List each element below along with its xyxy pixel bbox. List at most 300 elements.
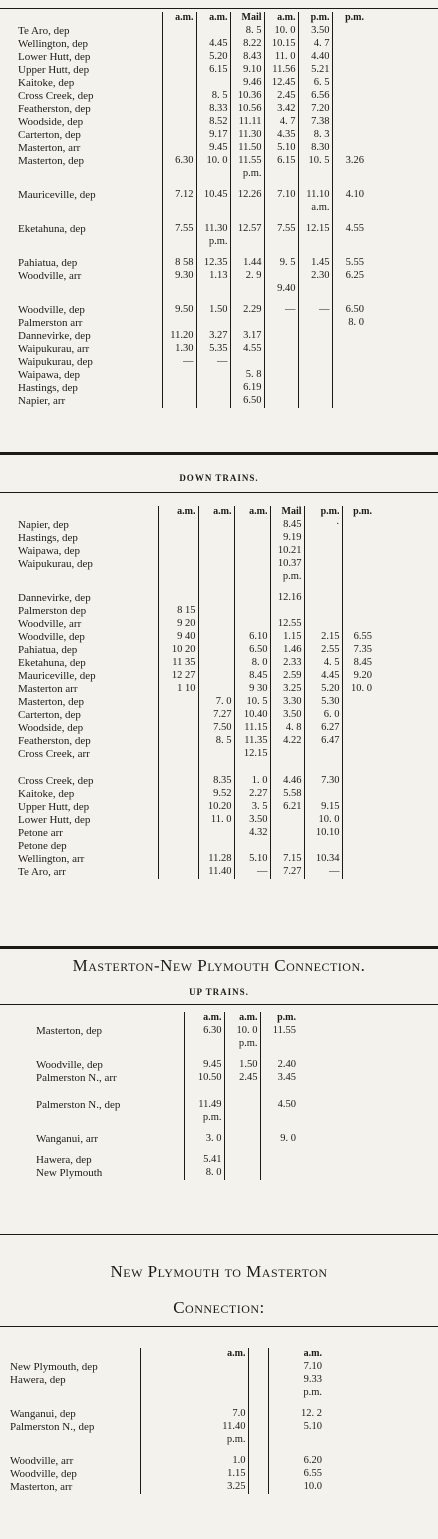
table-row (18, 343, 366, 356)
time-cell: 10.15 (264, 38, 298, 51)
spacer-cell (270, 761, 304, 775)
time-cell (162, 369, 196, 382)
time-cell: 4. 7 (264, 116, 298, 129)
time-cell: 10 20 (158, 644, 198, 657)
time-cell (264, 369, 298, 382)
time-cell: 8.45 (342, 657, 374, 670)
table-row (18, 64, 366, 77)
time-cell (224, 1154, 260, 1167)
time-cell (270, 814, 304, 827)
station-header (36, 1012, 184, 1025)
table-row (36, 1133, 298, 1146)
spacer-row (10, 1400, 324, 1408)
time-cell (162, 116, 196, 129)
time-cell (234, 592, 270, 605)
station-name: Woodside, dep (18, 722, 84, 734)
station-name: Pahiatua, dep (18, 257, 78, 269)
time-cell (342, 840, 374, 853)
time-cell: 7.27 (198, 709, 234, 722)
time-cell: 6.55 (342, 631, 374, 644)
time-cell: 6.19 (230, 382, 264, 395)
spacer-cell (298, 296, 332, 304)
time-cell (158, 571, 198, 584)
spacer-cell (260, 1146, 298, 1154)
spacer-cell (36, 1051, 184, 1059)
table-row (18, 519, 374, 532)
time-cell: 10.45 (196, 189, 230, 202)
station-name: New Plymouth (36, 1167, 103, 1179)
time-cell: 4. 8 (270, 722, 304, 735)
time-cell: 11. 0 (264, 51, 298, 64)
time-cell (158, 866, 198, 879)
station-name: Woodville, arr (10, 1455, 74, 1467)
time-cell (332, 116, 366, 129)
time-cell (332, 103, 366, 116)
spacer-cell (342, 761, 374, 775)
time-cell: 12.15 (298, 223, 332, 236)
time-cell: 9.52 (198, 788, 234, 801)
time-cell (248, 1408, 268, 1421)
time-cell (342, 814, 374, 827)
time-cell: 6.30 (162, 155, 196, 168)
time-cell: 11.30 (196, 223, 230, 236)
station-name (18, 168, 162, 181)
station-name: Pahiatua, dep (18, 644, 78, 656)
time-cell: 5.10 (268, 1421, 324, 1434)
table-row (36, 1059, 298, 1072)
time-cell (248, 1481, 268, 1494)
time-cell (162, 202, 196, 215)
time-cell: 12.57 (230, 223, 264, 236)
station-header (18, 12, 162, 25)
time-cell: 9.50 (162, 304, 196, 317)
time-cell: 10.56 (230, 103, 264, 116)
time-cell: 4.45 (196, 38, 230, 51)
table-row (18, 670, 374, 683)
time-cell: 7.20 (298, 103, 332, 116)
table-row (10, 1408, 324, 1421)
time-cell (304, 605, 342, 618)
time-cell (298, 343, 332, 356)
time-cell (342, 605, 374, 618)
time-cell (184, 1038, 224, 1051)
spacer-cell (260, 1085, 298, 1099)
station-name: Carterton, dep (18, 129, 81, 141)
time-cell: 10.37 (270, 558, 304, 571)
station-name: Woodville, dep (36, 1059, 103, 1071)
station-name: Upper Hutt, dep (18, 64, 90, 76)
time-cell: 2.29 (230, 304, 264, 317)
table-row (18, 657, 374, 670)
station-name: Waipawa, dep (18, 545, 81, 557)
time-cell: 1.44 (230, 257, 264, 270)
station-name: Upper Hutt, dep (18, 801, 90, 813)
time-cell (264, 202, 298, 215)
time-cell (158, 840, 198, 853)
time-cell: 9.40 (264, 283, 298, 296)
time-cell: 1.50 (196, 304, 230, 317)
time-cell (224, 1112, 260, 1125)
time-cell (298, 369, 332, 382)
time-cell (298, 395, 332, 408)
time-cell (162, 38, 196, 51)
table-row (10, 1387, 324, 1400)
time-cell (260, 1038, 298, 1051)
table-row (18, 202, 366, 215)
time-cell (332, 77, 366, 90)
time-cell (332, 142, 366, 155)
time-cell: 8. 5 (230, 25, 264, 38)
time-cell (158, 558, 198, 571)
time-cell (158, 722, 198, 735)
time-cell (342, 571, 374, 584)
time-cell: 12 27 (158, 670, 198, 683)
time-cell (196, 395, 230, 408)
time-cell (304, 748, 342, 761)
time-cell: 7.30 (304, 775, 342, 788)
spacer-cell (10, 1447, 140, 1455)
time-cell (158, 801, 198, 814)
table-row (18, 735, 374, 748)
table-row (36, 1038, 298, 1051)
time-cell: 10. 0 (224, 1025, 260, 1038)
spacer-cell (36, 1146, 184, 1154)
spacer-cell (10, 1400, 140, 1408)
station-name (36, 1112, 184, 1125)
table-row (10, 1361, 324, 1374)
time-cell: 10.36 (230, 90, 264, 103)
station-name: Mauriceville, dep (18, 670, 96, 682)
time-cell: 1 10 (158, 683, 198, 696)
spacer-cell (18, 215, 162, 223)
time-cell (162, 77, 196, 90)
time-cell: 11.56 (264, 64, 298, 77)
table-row (10, 1374, 324, 1387)
spacer-cell (196, 249, 230, 257)
time-cell (230, 356, 264, 369)
time-cell (332, 356, 366, 369)
time-cell (270, 605, 304, 618)
time-cell: p.m. (196, 236, 230, 249)
spacer-cell (140, 1447, 248, 1455)
time-cell: 12.45 (264, 77, 298, 90)
time-cell (198, 618, 234, 631)
spacer-cell (162, 215, 196, 223)
time-cell (264, 356, 298, 369)
station-name: Carterton, dep (18, 709, 81, 721)
station-name: Petone dep (18, 840, 67, 852)
time-cell: 6.10 (234, 631, 270, 644)
station-name (36, 1038, 184, 1051)
table-row (18, 223, 366, 236)
station-name: Wanganui, arr (36, 1133, 99, 1145)
time-cell (198, 532, 234, 545)
column-header: a.m. (234, 506, 270, 519)
spacer-cell (184, 1146, 224, 1154)
station-name: Palmerston N., arr (36, 1072, 117, 1084)
time-cell (342, 801, 374, 814)
time-cell: 6.56 (298, 90, 332, 103)
time-cell: 2.55 (304, 644, 342, 657)
spacer-row (18, 296, 366, 304)
time-cell (158, 592, 198, 605)
time-cell: 4. 7 (298, 38, 332, 51)
spacer-cell (234, 584, 270, 592)
time-cell: 3. 5 (234, 801, 270, 814)
time-cell: 8.33 (196, 103, 230, 116)
time-cell: 5.58 (270, 788, 304, 801)
time-cell (198, 644, 234, 657)
spacer-row (36, 1146, 298, 1154)
time-cell (196, 283, 230, 296)
time-cell: 8 58 (162, 257, 196, 270)
time-cell: p.m. (224, 1038, 260, 1051)
station-name: Mauriceville, dep (18, 189, 96, 201)
station-name: Masterton, dep (36, 1025, 102, 1037)
spacer-cell (158, 584, 198, 592)
station-name: Wellington, dep (18, 38, 88, 50)
time-cell: 1. 0 (234, 775, 270, 788)
time-cell (332, 168, 366, 181)
time-cell: 11.55 (260, 1025, 298, 1038)
time-cell: 9.20 (342, 670, 374, 683)
time-cell (298, 382, 332, 395)
time-cell (198, 840, 234, 853)
time-cell: 7.50 (198, 722, 234, 735)
time-cell (234, 558, 270, 571)
spacer-cell (342, 584, 374, 592)
spacer-cell (260, 1125, 298, 1133)
station-name: Hawera, dep (10, 1374, 66, 1386)
masterton-new-plymouth-table (36, 1012, 298, 1180)
time-cell (162, 317, 196, 330)
table-row (18, 605, 374, 618)
table-row (10, 1421, 324, 1434)
table-row (18, 814, 374, 827)
time-cell (234, 545, 270, 558)
down-trains-body (18, 519, 374, 879)
station-name: Palmerston dep (18, 605, 87, 617)
table-row (18, 866, 374, 879)
time-cell: 3.50 (270, 709, 304, 722)
time-cell (332, 343, 366, 356)
npm-body (10, 1361, 324, 1494)
table-row (18, 558, 374, 571)
time-cell (332, 38, 366, 51)
spacer-cell (230, 296, 264, 304)
column-header (248, 1348, 268, 1361)
station-name: Woodville, arr (18, 270, 82, 282)
time-cell (260, 1154, 298, 1167)
table-row (18, 853, 374, 866)
table-row (18, 270, 366, 283)
time-cell (298, 330, 332, 343)
station-name (10, 1387, 140, 1400)
time-cell (224, 1133, 260, 1146)
time-cell (270, 827, 304, 840)
time-cell: 3.26 (332, 155, 366, 168)
spacer-cell (36, 1085, 184, 1099)
time-cell: 11.50 (230, 142, 264, 155)
table-row (18, 330, 366, 343)
time-cell (162, 103, 196, 116)
station-name: Woodville, dep (18, 631, 85, 643)
time-cell (162, 129, 196, 142)
time-cell (332, 330, 366, 343)
time-cell: 6.30 (184, 1025, 224, 1038)
time-cell: 11.28 (198, 853, 234, 866)
time-cell: 1.46 (270, 644, 304, 657)
time-cell (332, 129, 366, 142)
spacer-row (18, 181, 366, 189)
time-cell: p.m. (184, 1112, 224, 1125)
time-cell (264, 236, 298, 249)
time-cell: 6.25 (332, 270, 366, 283)
time-cell: 10. 5 (234, 696, 270, 709)
column-header: p.m. (304, 506, 342, 519)
station-name: Napier, dep (18, 519, 69, 531)
table-row (18, 618, 374, 631)
station-name: Masterton, arr (18, 142, 81, 154)
time-cell: 8.43 (230, 51, 264, 64)
up-trains-table (18, 12, 366, 408)
time-cell (198, 519, 234, 532)
station-name: Woodside, dep (18, 116, 84, 128)
spacer-cell (332, 249, 366, 257)
time-cell (342, 748, 374, 761)
time-cell: p.m. (230, 168, 264, 181)
time-cell: 6.21 (270, 801, 304, 814)
time-cell (158, 696, 198, 709)
time-cell: 6.15 (196, 64, 230, 77)
time-cell (298, 356, 332, 369)
time-cell (342, 592, 374, 605)
time-cell: 9.33 (268, 1374, 324, 1387)
time-cell (140, 1361, 248, 1374)
time-cell: 2.40 (260, 1059, 298, 1072)
time-cell: 8. 0 (184, 1167, 224, 1180)
time-cell (264, 317, 298, 330)
time-cell: 7.38 (298, 116, 332, 129)
time-cell: 4.35 (264, 129, 298, 142)
spacer-cell (304, 584, 342, 592)
table-row (18, 369, 366, 382)
npm-header-row (10, 1348, 324, 1361)
time-cell: 2.15 (304, 631, 342, 644)
station-name: Masterton, dep (18, 696, 84, 708)
time-cell: 12.35 (196, 257, 230, 270)
spacer-cell (264, 181, 298, 189)
time-cell (342, 775, 374, 788)
station-name: Waipukurau, arr (18, 343, 90, 355)
time-cell: 6.27 (304, 722, 342, 735)
spacer-row (18, 584, 374, 592)
time-cell: 3.30 (270, 696, 304, 709)
time-cell (198, 558, 234, 571)
time-cell: 3.17 (230, 330, 264, 343)
spacer-cell (332, 215, 366, 223)
time-cell: 4.22 (270, 735, 304, 748)
spacer-cell (18, 249, 162, 257)
time-cell: 4.50 (260, 1099, 298, 1112)
table-row (18, 395, 366, 408)
spacer-cell (260, 1051, 298, 1059)
time-cell: p.m. (140, 1434, 248, 1447)
time-cell: 1.15 (270, 631, 304, 644)
time-cell: 2.45 (224, 1072, 260, 1085)
time-cell: 5.55 (332, 257, 366, 270)
time-cell (298, 317, 332, 330)
table-row (18, 696, 374, 709)
time-cell: 2.33 (270, 657, 304, 670)
time-cell (162, 51, 196, 64)
time-cell (268, 1434, 324, 1447)
time-cell (342, 827, 374, 840)
time-cell (264, 395, 298, 408)
time-cell: 1.50 (224, 1059, 260, 1072)
time-cell (304, 592, 342, 605)
time-cell (196, 369, 230, 382)
time-cell: 3.27 (196, 330, 230, 343)
time-cell: 11.20 (162, 330, 196, 343)
column-header: p.m. (332, 12, 366, 25)
time-cell: p.m. (268, 1387, 324, 1400)
station-name: Lower Hutt, dep (18, 814, 91, 826)
time-cell: 4.46 (270, 775, 304, 788)
time-cell: 6.15 (264, 155, 298, 168)
time-cell: 8.45 (234, 670, 270, 683)
spacer-cell (298, 249, 332, 257)
table-row (36, 1112, 298, 1125)
time-cell (304, 545, 342, 558)
time-cell (332, 90, 366, 103)
section-rule (0, 452, 438, 455)
time-cell (198, 683, 234, 696)
spacer-row (36, 1125, 298, 1133)
spacer-cell (298, 181, 332, 189)
station-name: Dannevirke, dep (18, 592, 91, 604)
time-cell (158, 545, 198, 558)
station-name: Woodville, dep (18, 304, 85, 316)
time-cell (158, 853, 198, 866)
time-cell: 3.45 (260, 1072, 298, 1085)
time-cell (342, 853, 374, 866)
new-plymouth-masterton-table (10, 1348, 324, 1494)
time-cell (234, 532, 270, 545)
time-cell (248, 1374, 268, 1387)
column-header: a.m. (268, 1348, 324, 1361)
spacer-cell (184, 1085, 224, 1099)
table-row (18, 532, 374, 545)
npm-rule (0, 1326, 438, 1327)
time-cell: 4.10 (332, 189, 366, 202)
time-cell (234, 519, 270, 532)
time-cell (248, 1361, 268, 1374)
section-rule (0, 946, 438, 949)
column-header: Mail (270, 506, 304, 519)
top-rule (0, 8, 438, 9)
table-row (18, 356, 366, 369)
time-cell (248, 1421, 268, 1434)
time-cell: 10. 0 (264, 25, 298, 38)
time-cell (342, 735, 374, 748)
time-cell: 2.45 (264, 90, 298, 103)
station-name: Te Aro, arr (18, 866, 66, 878)
time-cell: 9.45 (196, 142, 230, 155)
spacer-cell (162, 296, 196, 304)
spacer-row (18, 215, 366, 223)
spacer-cell (18, 761, 158, 775)
